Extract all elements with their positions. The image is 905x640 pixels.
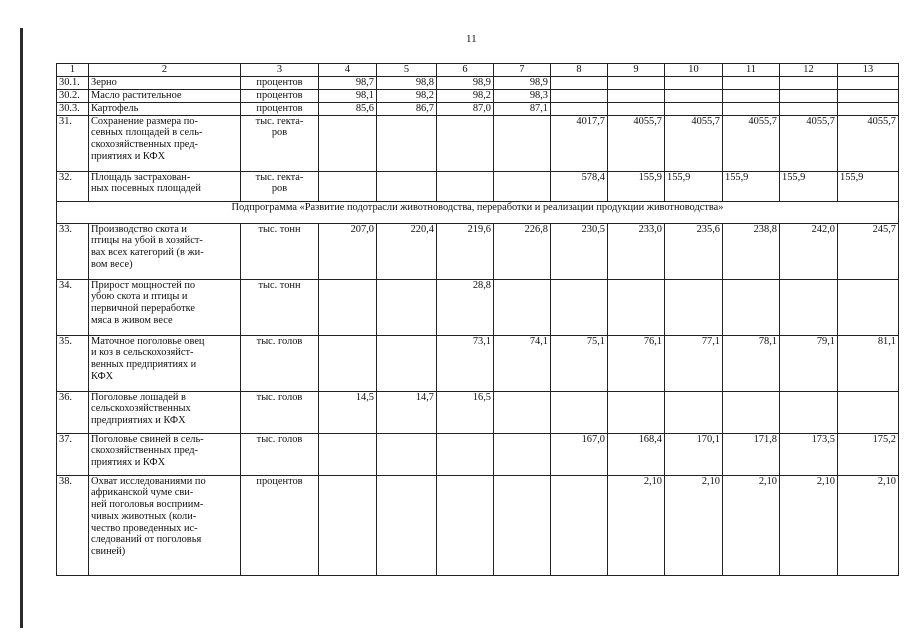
row-number: 37. xyxy=(57,433,89,475)
indicator-name: Поголовье лошадей в сельскохозяйственных предприятиях и КФХ xyxy=(89,391,241,433)
value-cell: 173,5 xyxy=(780,433,838,475)
value-cell xyxy=(780,391,838,433)
value-cell xyxy=(551,475,608,575)
value-cell: 79,1 xyxy=(780,335,838,391)
value-cell: 98,1 xyxy=(319,89,377,102)
table-row xyxy=(57,223,899,279)
value-cell xyxy=(377,279,437,335)
column-number: 11 xyxy=(723,64,780,77)
table-row xyxy=(57,115,899,171)
value-cell: 2,10 xyxy=(608,475,665,575)
page-number: 11 xyxy=(466,33,477,45)
value-cell: 4055,7 xyxy=(723,115,780,171)
value-cell xyxy=(723,76,780,89)
value-cell xyxy=(377,335,437,391)
table-row xyxy=(57,335,899,391)
row-number: 33. xyxy=(57,223,89,279)
value-cell: 98,9 xyxy=(494,76,551,89)
value-cell xyxy=(665,76,723,89)
value-cell xyxy=(377,475,437,575)
table-row xyxy=(57,89,899,102)
value-cell: 4055,7 xyxy=(838,115,899,171)
row-number: 38. xyxy=(57,475,89,575)
value-cell xyxy=(723,279,780,335)
row-number: 36. xyxy=(57,391,89,433)
unit-cell: процентов xyxy=(241,102,319,115)
indicator-name: Прирост мощностей по убою скота и птицы и первичной переработке мяса в живом весе xyxy=(89,279,241,335)
value-cell: 98,3 xyxy=(494,89,551,102)
value-cell: 14,7 xyxy=(377,391,437,433)
value-cell: 242,0 xyxy=(780,223,838,279)
value-cell xyxy=(551,89,608,102)
value-cell: 87,0 xyxy=(437,102,494,115)
unit-cell: тыс. голов xyxy=(241,433,319,475)
value-cell xyxy=(319,171,377,201)
column-number: 4 xyxy=(319,64,377,77)
value-cell xyxy=(608,102,665,115)
value-cell xyxy=(319,475,377,575)
indicator-name: Поголовье свиней в сель- скохозяйственных пред- приятиях и КФХ xyxy=(89,433,241,475)
value-cell: 98,8 xyxy=(377,76,437,89)
value-cell xyxy=(665,279,723,335)
column-number: 1 xyxy=(57,64,89,77)
unit-cell: тыс. гекта- ров xyxy=(241,171,319,201)
value-cell xyxy=(665,102,723,115)
table-row xyxy=(57,76,899,89)
value-cell xyxy=(838,89,899,102)
table-section xyxy=(57,201,899,223)
value-cell: 170,1 xyxy=(665,433,723,475)
value-cell xyxy=(838,102,899,115)
value-cell: 155,9 xyxy=(608,171,665,201)
value-cell: 74,1 xyxy=(494,335,551,391)
value-cell: 233,0 xyxy=(608,223,665,279)
value-cell xyxy=(780,102,838,115)
value-cell xyxy=(494,115,551,171)
value-cell xyxy=(608,279,665,335)
value-cell: 155,9 xyxy=(838,171,899,201)
value-cell xyxy=(551,391,608,433)
value-cell: 98,2 xyxy=(437,89,494,102)
value-cell xyxy=(437,171,494,201)
value-cell: 238,8 xyxy=(723,223,780,279)
value-cell xyxy=(377,171,437,201)
table-row xyxy=(57,391,899,433)
value-cell xyxy=(319,335,377,391)
value-cell: 77,1 xyxy=(665,335,723,391)
value-cell: 230,5 xyxy=(551,223,608,279)
value-cell: 16,5 xyxy=(437,391,494,433)
value-cell: 219,6 xyxy=(437,223,494,279)
value-cell: 2,10 xyxy=(723,475,780,575)
value-cell: 171,8 xyxy=(723,433,780,475)
value-cell xyxy=(551,279,608,335)
value-cell: 2,10 xyxy=(665,475,723,575)
value-cell: 2,10 xyxy=(780,475,838,575)
value-cell xyxy=(608,76,665,89)
value-cell xyxy=(494,475,551,575)
value-cell: 87,1 xyxy=(494,102,551,115)
table-row xyxy=(57,171,899,201)
unit-cell: процентов xyxy=(241,475,319,575)
value-cell xyxy=(838,391,899,433)
value-cell: 578,4 xyxy=(551,171,608,201)
value-cell xyxy=(377,115,437,171)
value-cell xyxy=(437,475,494,575)
value-cell: 28,8 xyxy=(437,279,494,335)
value-cell xyxy=(551,102,608,115)
column-number: 3 xyxy=(241,64,319,77)
unit-cell: процентов xyxy=(241,76,319,89)
column-number: 2 xyxy=(89,64,241,77)
column-number: 9 xyxy=(608,64,665,77)
table-row xyxy=(57,102,899,115)
value-cell xyxy=(665,89,723,102)
indicators-table xyxy=(56,63,899,576)
value-cell: 245,7 xyxy=(838,223,899,279)
indicator-name: Сохранение размера по- севных площадей в сель- скохозяйственных пред- приятиях и КФХ xyxy=(89,115,241,171)
table-row xyxy=(57,279,899,335)
value-cell: 76,1 xyxy=(608,335,665,391)
row-number: 30.1. xyxy=(57,76,89,89)
value-cell: 207,0 xyxy=(319,223,377,279)
indicator-name: Картофель xyxy=(89,102,241,115)
value-cell xyxy=(319,115,377,171)
indicator-name: Площадь застрахован- ных посевных площадей xyxy=(89,171,241,201)
indicator-name: Охват исследованиями по африканской чуме сви- ней поголовья восприим- чивых животных (коли- чество проведенных ис- следований от поголовья свиней) xyxy=(89,475,241,575)
value-cell xyxy=(319,433,377,475)
column-number: 5 xyxy=(377,64,437,77)
value-cell: 4017,7 xyxy=(551,115,608,171)
column-number: 13 xyxy=(838,64,899,77)
indicator-name: Масло растительное xyxy=(89,89,241,102)
value-cell xyxy=(494,279,551,335)
header-row xyxy=(57,64,899,77)
row-number: 34. xyxy=(57,279,89,335)
row-number: 35. xyxy=(57,335,89,391)
value-cell xyxy=(437,433,494,475)
value-cell xyxy=(608,89,665,102)
table-body-top xyxy=(57,64,899,202)
value-cell xyxy=(780,76,838,89)
value-cell: 86,7 xyxy=(377,102,437,115)
value-cell: 81,1 xyxy=(838,335,899,391)
row-number: 30.2. xyxy=(57,89,89,102)
value-cell xyxy=(494,171,551,201)
table-body-bottom xyxy=(57,223,899,575)
unit-cell: тыс. тонн xyxy=(241,279,319,335)
indicator-name: Производство скота и птицы на убой в хозяйст- вах всех категорий (в жи- вом весе) xyxy=(89,223,241,279)
unit-cell: тыс. голов xyxy=(241,335,319,391)
value-cell: 155,9 xyxy=(723,171,780,201)
row-number: 32. xyxy=(57,171,89,201)
column-number: 12 xyxy=(780,64,838,77)
value-cell: 175,2 xyxy=(838,433,899,475)
page-edge-bar xyxy=(20,28,23,628)
row-number: 31. xyxy=(57,115,89,171)
row-number: 30.3. xyxy=(57,102,89,115)
value-cell: 155,9 xyxy=(780,171,838,201)
value-cell: 73,1 xyxy=(437,335,494,391)
table-row xyxy=(57,433,899,475)
value-cell: 85,6 xyxy=(319,102,377,115)
unit-cell: тыс. гекта- ров xyxy=(241,115,319,171)
indicator-name: Маточное поголовье овец и коз в сельскохозяйст- венных предприятиях и КФХ xyxy=(89,335,241,391)
value-cell xyxy=(608,391,665,433)
value-cell xyxy=(665,391,723,433)
indicator-name: Зерно xyxy=(89,76,241,89)
unit-cell: тыс. тонн xyxy=(241,223,319,279)
unit-cell: процентов xyxy=(241,89,319,102)
value-cell: 220,4 xyxy=(377,223,437,279)
value-cell: 235,6 xyxy=(665,223,723,279)
value-cell: 98,2 xyxy=(377,89,437,102)
value-cell: 78,1 xyxy=(723,335,780,391)
column-number: 7 xyxy=(494,64,551,77)
value-cell: 4055,7 xyxy=(780,115,838,171)
section-title: Подпрограмма «Развитие подотрасли животноводства, переработки и реализации продукции животноводства» xyxy=(57,201,899,223)
table-row xyxy=(57,475,899,575)
value-cell xyxy=(494,391,551,433)
value-cell xyxy=(838,279,899,335)
value-cell xyxy=(723,102,780,115)
value-cell xyxy=(551,76,608,89)
value-cell: 4055,7 xyxy=(608,115,665,171)
value-cell: 155,9 xyxy=(665,171,723,201)
unit-cell: тыс. голов xyxy=(241,391,319,433)
value-cell: 4055,7 xyxy=(665,115,723,171)
value-cell xyxy=(494,433,551,475)
value-cell: 98,7 xyxy=(319,76,377,89)
value-cell xyxy=(723,391,780,433)
value-cell xyxy=(377,433,437,475)
value-cell xyxy=(838,76,899,89)
value-cell: 98,9 xyxy=(437,76,494,89)
value-cell xyxy=(723,89,780,102)
value-cell: 167,0 xyxy=(551,433,608,475)
column-number: 8 xyxy=(551,64,608,77)
value-cell: 75,1 xyxy=(551,335,608,391)
value-cell xyxy=(780,279,838,335)
value-cell xyxy=(437,115,494,171)
value-cell: 226,8 xyxy=(494,223,551,279)
value-cell xyxy=(780,89,838,102)
value-cell: 2,10 xyxy=(838,475,899,575)
column-number: 10 xyxy=(665,64,723,77)
column-number: 6 xyxy=(437,64,494,77)
value-cell xyxy=(319,279,377,335)
value-cell: 168,4 xyxy=(608,433,665,475)
value-cell: 14,5 xyxy=(319,391,377,433)
